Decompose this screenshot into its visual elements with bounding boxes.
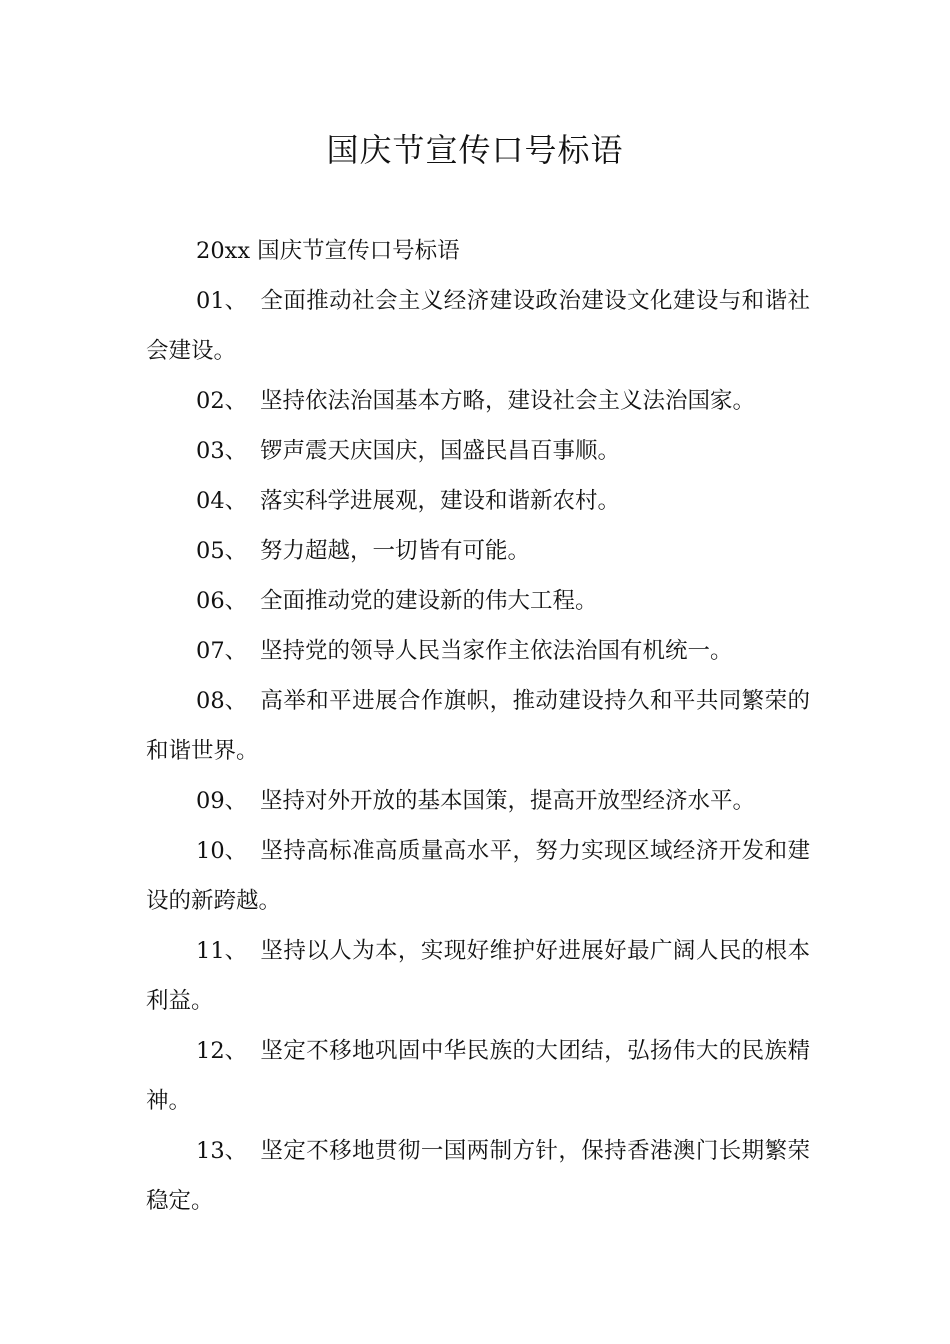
slogan-text: 落实科学进展观，建设和谐新农村。 <box>260 488 621 514</box>
slogan-item <box>146 826 810 926</box>
slogan-text: 努力超越，一切皆有可能。 <box>260 538 531 564</box>
slogan-number: 06、 <box>196 588 248 614</box>
slogan-number: 04、 <box>196 488 248 514</box>
slogan-item <box>146 426 810 476</box>
slogan-number: 10、 <box>196 838 248 864</box>
slogan-text: 全面推动党的建设新的伟大工程。 <box>260 588 598 614</box>
document-body <box>146 226 810 1226</box>
slogan-number: 07、 <box>196 638 248 664</box>
slogan-item <box>146 1126 810 1226</box>
slogan-number: 13、 <box>196 1138 248 1164</box>
slogan-text: 坚定不移地贯彻一国两制方针，保持香港澳门长期繁荣稳定。 <box>146 1138 810 1214</box>
slogan-number: 09、 <box>196 788 248 814</box>
slogan-item <box>146 676 810 776</box>
slogan-number: 02、 <box>196 388 248 414</box>
slogan-number: 05、 <box>196 538 248 564</box>
slogan-number: 03、 <box>196 438 248 464</box>
slogan-item <box>146 1026 810 1126</box>
slogan-item <box>146 526 810 576</box>
slogan-number: 08、 <box>196 688 248 714</box>
slogan-item <box>146 576 810 626</box>
document-title: 国庆节宣传口号标语 <box>326 131 624 169</box>
slogan-text: 坚持党的领导人民当家作主依法治国有机统一。 <box>260 638 733 664</box>
slogan-text: 坚持以人为本，实现好维护好进展好最广阔人民的根本利益。 <box>146 938 810 1014</box>
slogan-item <box>146 626 810 676</box>
slogan-item <box>146 776 810 826</box>
slogan-text: 坚持依法治国基本方略，建设社会主义法治国家。 <box>260 388 756 414</box>
slogan-text: 锣声震天庆国庆，国盛民昌百事顺。 <box>260 438 621 464</box>
slogan-item <box>146 926 810 1026</box>
intro-line: 20xx 国庆节宣传口号标语 <box>196 238 460 264</box>
slogan-text: 坚持对外开放的基本国策，提高开放型经济水平。 <box>260 788 756 814</box>
slogan-item <box>146 476 810 526</box>
slogan-number: 11、 <box>196 938 248 964</box>
slogan-number: 01、 <box>196 288 248 314</box>
slogan-text: 坚持高标准高质量高水平，努力实现区域经济开发和建设的新跨越。 <box>146 838 810 914</box>
slogan-text: 高举和平进展合作旗帜，推动建设持久和平共同繁荣的和谐世界。 <box>146 688 810 764</box>
slogan-number: 12、 <box>196 1038 248 1064</box>
slogan-item <box>146 276 810 376</box>
slogan-item <box>146 376 810 426</box>
slogan-text: 全面推动社会主义经济建设政治建设文化建设与和谐社会建设。 <box>146 288 810 364</box>
slogan-text: 坚定不移地巩固中华民族的大团结，弘扬伟大的民族精神。 <box>146 1038 810 1114</box>
